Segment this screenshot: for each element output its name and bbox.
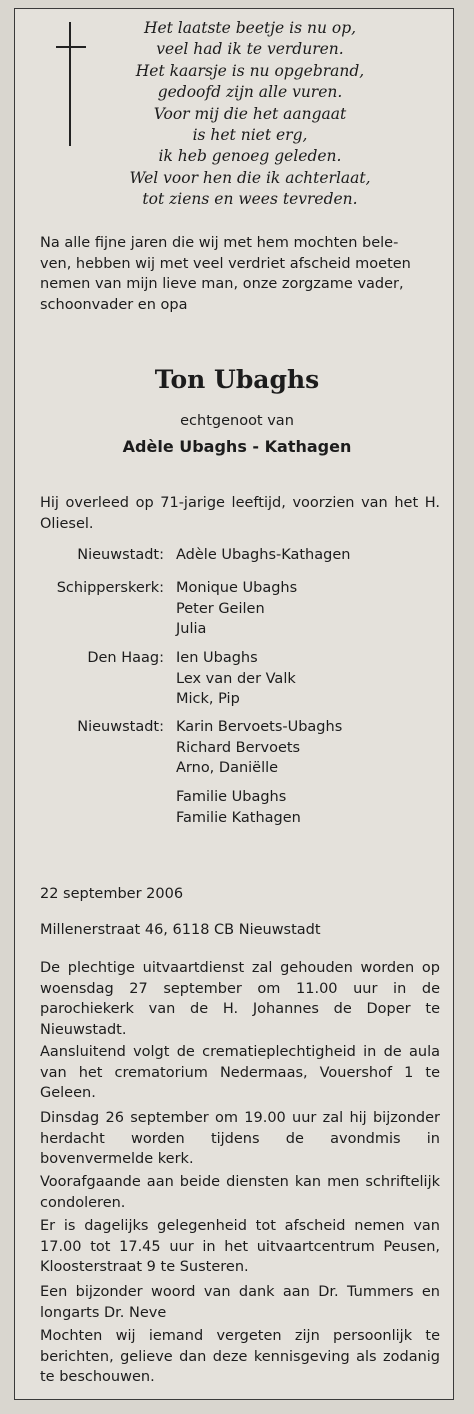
- poem-line: is het niet erg,: [192, 126, 308, 145]
- place-label: Nieuwstadt:: [77, 719, 164, 735]
- poem-line: tot ziens en wees tevreden.: [142, 190, 358, 209]
- notice-date: 22 september 2006: [40, 886, 184, 902]
- address: Millenerstraat 46, 6118 CB Nieuwstadt: [40, 922, 321, 938]
- condolence-paragraph: Voorafgaande aan beide diensten kan men schriftelijk condoleren.: [40, 1174, 440, 1211]
- vigil-paragraph: Dinsdag 26 september om 19.00 uur zal hij bijzonder herdacht worden tijdens de avondmis in bovenvermelde kerk.: [40, 1110, 440, 1168]
- poem-line: Het laatste beetje is nu op,: [143, 19, 357, 37]
- visitation-paragraph: Er is dagelijks gelegenheid tot afscheid nemen van 17.00 tot 17.45 uur in het uitvaartcentrum Peusen, Kloosterstraat 9 te Susteren.: [40, 1218, 440, 1276]
- cross-icon: [56, 22, 86, 146]
- poem-line: gedoofd zijn alle vuren.: [157, 83, 343, 102]
- family-name: Ien Ubaghs: [176, 650, 258, 666]
- family-name: Monique Ubaghs: [176, 580, 298, 596]
- place-label: Schipperskerk:: [56, 580, 164, 596]
- family-group: [14, 717, 434, 779]
- family-name: Richard Bervoets: [176, 739, 301, 756]
- family-name: Julia: [176, 621, 207, 638]
- poem-line: Het kaarsje is nu opgebrand,: [135, 61, 365, 80]
- family-name: Karin Bervoets-Ubaghs: [176, 719, 343, 735]
- thanks-paragraph: Een bijzonder woord van dank aan Dr. Tummers en longarts Dr. Neve: [40, 1284, 440, 1321]
- death-notice: Hij overleed op 71-jarige leeftijd, voorzien van het H. Oliesel.: [40, 495, 440, 532]
- poem: [100, 18, 400, 211]
- place-label: Nieuwstadt:: [77, 547, 164, 563]
- family-name: Lex van der Valk: [176, 670, 296, 687]
- deceased-name: Ton Ubaghs: [154, 365, 320, 394]
- family-name: Arno, Daniëlle: [176, 760, 279, 777]
- poem-line: Wel voor hen die ik achterlaat,: [129, 168, 371, 187]
- family-name: Familie Kathagen: [176, 809, 301, 826]
- family-name: Peter Geilen: [176, 600, 265, 617]
- family-name: Familie Ubaghs: [176, 789, 287, 805]
- family-group: [14, 578, 434, 640]
- cremation-paragraph: Aansluitend volgt de crematieplechtigheid in de aula van het crematorium Nedermaas, Vouershof 1 te Geleen.: [40, 1044, 440, 1102]
- spouse-label: echtgenoot van: [180, 413, 294, 429]
- spouse-name: Adèle Ubaghs - Kathagen: [122, 437, 352, 456]
- family-name: Mick, Pip: [176, 691, 240, 708]
- poem-line: veel had ik te verduren.: [156, 40, 344, 59]
- family-name: Adèle Ubaghs-Kathagen: [176, 547, 351, 563]
- service-paragraph: De plechtige uitvaartdienst zal gehouden worden op woensdag 27 september om 11.00 uur in de parochiekerk van de H. Johannes de Doper te Nieuwstadt.: [40, 960, 440, 1038]
- poem-line: ik heb genoeg geleden.: [158, 147, 342, 166]
- poem-line: Voor mij die het aangaat: [153, 104, 347, 123]
- family-group: [14, 787, 434, 829]
- closing-paragraph: Mochten wij iemand vergeten zijn persoonlijk te berichten, gelieve dan deze kennisgeving als zodanig te beschouwen.: [40, 1328, 440, 1386]
- family-group: [14, 648, 434, 710]
- place-label: Den Haag:: [87, 650, 164, 666]
- intro-text: Na alle fijne jaren die wij met hem mochten bele- ven, hebben wij met veel verdriet afscheid moeten nemen van mijn lieve man, onze zorgzame vader, schoonvader en opa: [40, 235, 411, 313]
